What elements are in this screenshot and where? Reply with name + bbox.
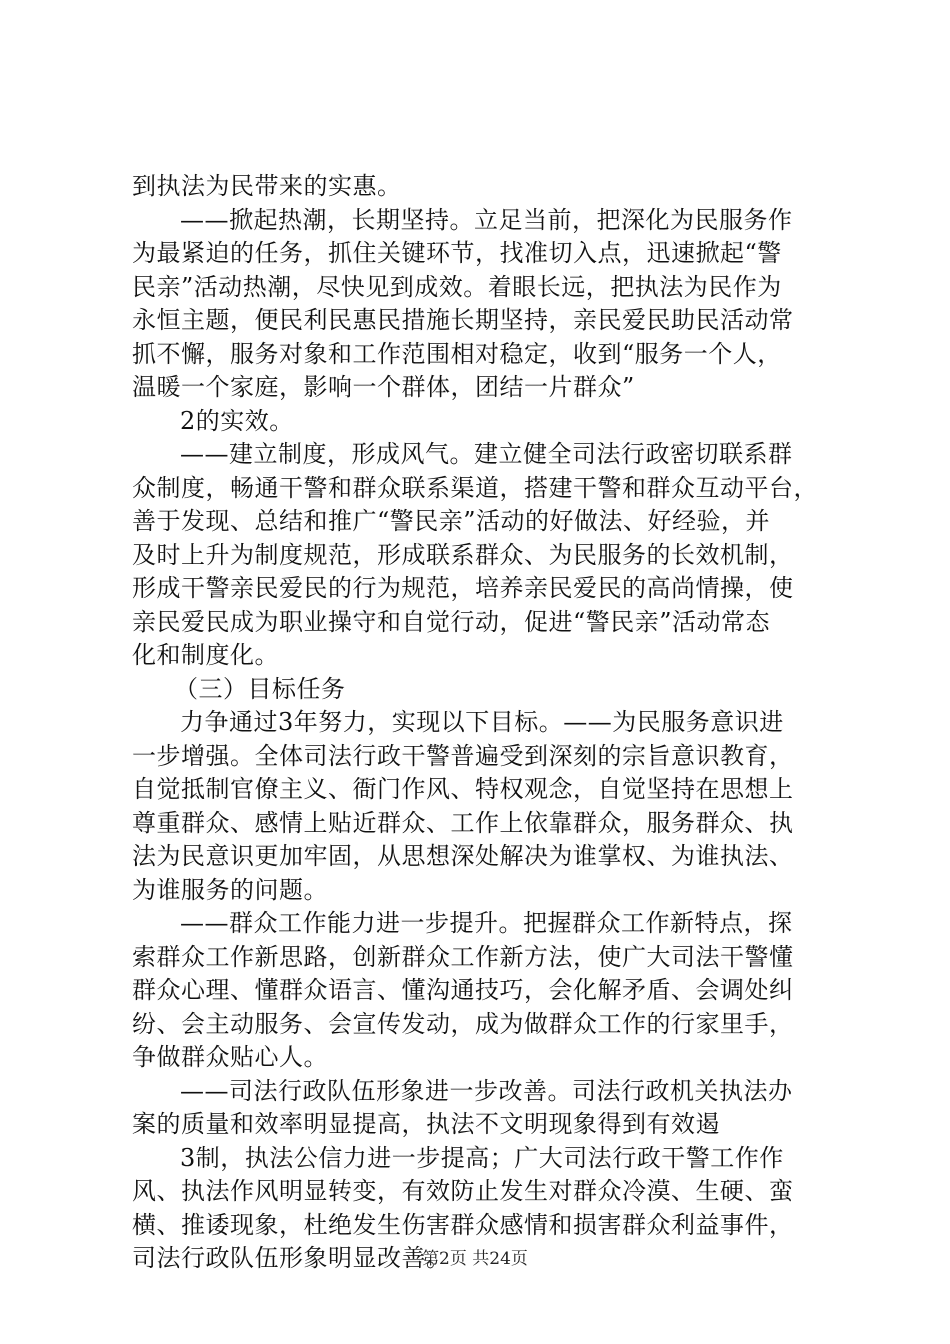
text-line: 抓不懈，服务对象和工作范围相对稳定，收到“服务一个人， [132,339,782,368]
text-line: 横、推诿现象，杜绝发生伤害群众感情和损害群众利益事件， [132,1210,794,1239]
text-line: 案的质量和效率明显提高，执法不文明现象得到有效遏 [132,1110,720,1138]
text-line: 众制度，畅通干警和群众联系渠道，搭建干警和群众互动平台， [132,473,818,502]
text-line: 善于发现、总结和推广“警民亲”活动的好做法、好经验，并 [132,507,771,535]
body-text [132,170,832,1276]
text-line: 风、执法作风明显转变，有效防止发生对群众冷漠、生硬、蛮 [132,1177,794,1205]
text-line: 为谁服务的问题。 [132,875,328,904]
text-line: 及时上升为制度规范，形成联系群众、为民服务的长效机制， [132,540,794,569]
text-line: 司法行政队伍形象明显改善。 [132,1244,451,1272]
text-line: 温暖一个家庭，影响一个群体，团结一片群众” [132,373,635,401]
text-line: 群众心理、懂群众语言、懂沟通技巧，会化解矛盾、会调处纠 [132,976,794,1004]
text-line: 自觉抵制官僚主义、衙门作风、特权观念，自觉坚持在思想上 [132,775,794,803]
text-line: 永恒主题，便民利民惠民措施长期坚持，亲民爱民助民活动常 [132,306,794,334]
text-line: 民亲”活动热潮，尽快见到成效。着眼长远，把执法为民作为 [132,272,782,301]
text-line: 3制，执法公信力进一步提高；广大司法行政干警工作作 [180,1143,784,1172]
text-line: ——掀起热潮，长期坚持。立足当前，把深化为民服务作 [180,205,793,234]
text-line: 纷、会主动服务、会宣传发动，成为做群众工作的行家里手， [132,1009,794,1038]
text-line: 化和制度化。 [132,641,279,669]
text-line: ——司法行政队伍形象进一步改善。司法行政机关执法办 [180,1076,793,1105]
text-line: 2的实效。 [180,406,294,435]
section-heading: （三）目标任务 [174,674,346,703]
text-line: 形成干警亲民爱民的行为规范，培养亲民爱民的高尚情操，使 [132,574,794,602]
text-line: ——建立制度，形成风气。建立健全司法行政密切联系群 [180,440,793,468]
text-line: 一步增强。全体司法行政干警普遍受到深刻的宗旨意识教育， [132,741,794,770]
text-line: 为最紧迫的任务，抓住关键环节，找准切入点，迅速掀起“警 [132,239,782,267]
text-line: 亲民爱民成为职业操守和自觉行动，促进“警民亲”活动常态 [132,607,771,636]
text-line: 尊重群众、感情上贴近群众、工作上依靠群众，服务群众、执 [132,808,794,837]
page-footer: 第2页 共24页 [422,1249,528,1269]
text-line: 争做群众贴心人。 [132,1043,328,1071]
text-line: ——群众工作能力进一步提升。把握群众工作新特点，探 [180,909,793,937]
text-line: 索群众工作新思路，创新群众工作新方法，使广大司法干警懂 [132,942,794,971]
text-line: 到执法为民带来的实惠。 [132,172,402,200]
text-line: 法为民意识更加牢固，从思想深处解决为谁掌权、为谁执法、 [132,842,794,870]
text-line: 力争通过3年努力，实现以下目标。——为民服务意识进 [180,708,784,736]
